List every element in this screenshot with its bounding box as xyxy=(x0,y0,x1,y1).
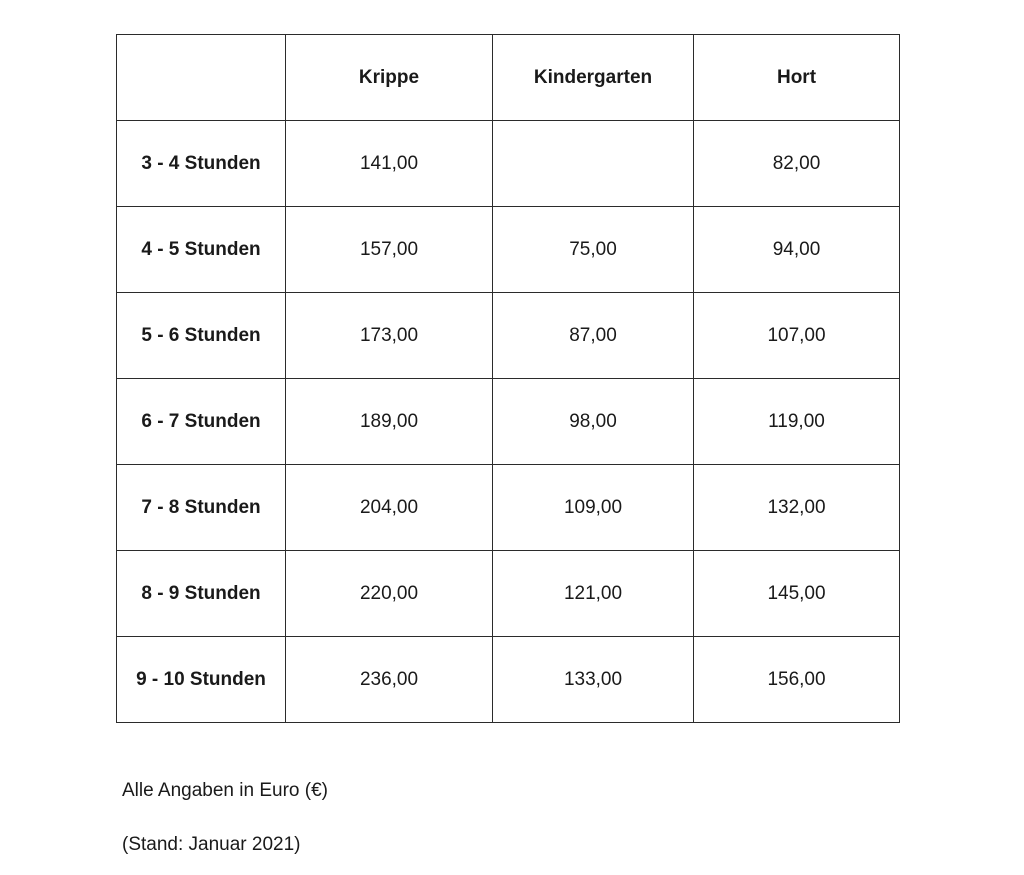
cell-hort: 132,00 xyxy=(694,465,900,551)
table-row xyxy=(117,551,900,637)
cell-kindergarten: 109,00 xyxy=(493,465,694,551)
table-row xyxy=(117,121,900,207)
row-label: 5 - 6 Stunden xyxy=(117,293,286,379)
cell-hort: 82,00 xyxy=(694,121,900,207)
cell-krippe: 157,00 xyxy=(286,207,493,293)
cell-krippe: 236,00 xyxy=(286,637,493,723)
row-label: 3 - 4 Stunden xyxy=(117,121,286,207)
cell-kindergarten: 133,00 xyxy=(493,637,694,723)
cell-kindergarten: 98,00 xyxy=(493,379,694,465)
cell-hort: 107,00 xyxy=(694,293,900,379)
cell-krippe: 173,00 xyxy=(286,293,493,379)
table-row xyxy=(117,637,900,723)
header-corner-cell xyxy=(117,35,286,121)
header-kindergarten: Kindergarten xyxy=(493,35,694,121)
cell-kindergarten: 121,00 xyxy=(493,551,694,637)
header-hort: Hort xyxy=(694,35,900,121)
row-label: 4 - 5 Stunden xyxy=(117,207,286,293)
cell-hort: 119,00 xyxy=(694,379,900,465)
fee-table xyxy=(116,34,900,723)
cell-hort: 145,00 xyxy=(694,551,900,637)
row-label: 7 - 8 Stunden xyxy=(117,465,286,551)
date-note: (Stand: Januar 2021) xyxy=(122,834,301,855)
table-row xyxy=(117,293,900,379)
cell-krippe: 141,00 xyxy=(286,121,493,207)
header-krippe: Krippe xyxy=(286,35,493,121)
cell-kindergarten xyxy=(493,121,694,207)
table-row xyxy=(117,379,900,465)
table-row xyxy=(117,465,900,551)
cell-krippe: 204,00 xyxy=(286,465,493,551)
cell-krippe: 220,00 xyxy=(286,551,493,637)
cell-hort: 94,00 xyxy=(694,207,900,293)
table-header-row xyxy=(117,35,900,121)
cell-kindergarten: 87,00 xyxy=(493,293,694,379)
cell-kindergarten: 75,00 xyxy=(493,207,694,293)
cell-krippe: 189,00 xyxy=(286,379,493,465)
currency-note: Alle Angaben in Euro (€) xyxy=(122,780,328,801)
row-label: 8 - 9 Stunden xyxy=(117,551,286,637)
row-label: 9 - 10 Stunden xyxy=(117,637,286,723)
row-label: 6 - 7 Stunden xyxy=(117,379,286,465)
table-row xyxy=(117,207,900,293)
cell-hort: 156,00 xyxy=(694,637,900,723)
